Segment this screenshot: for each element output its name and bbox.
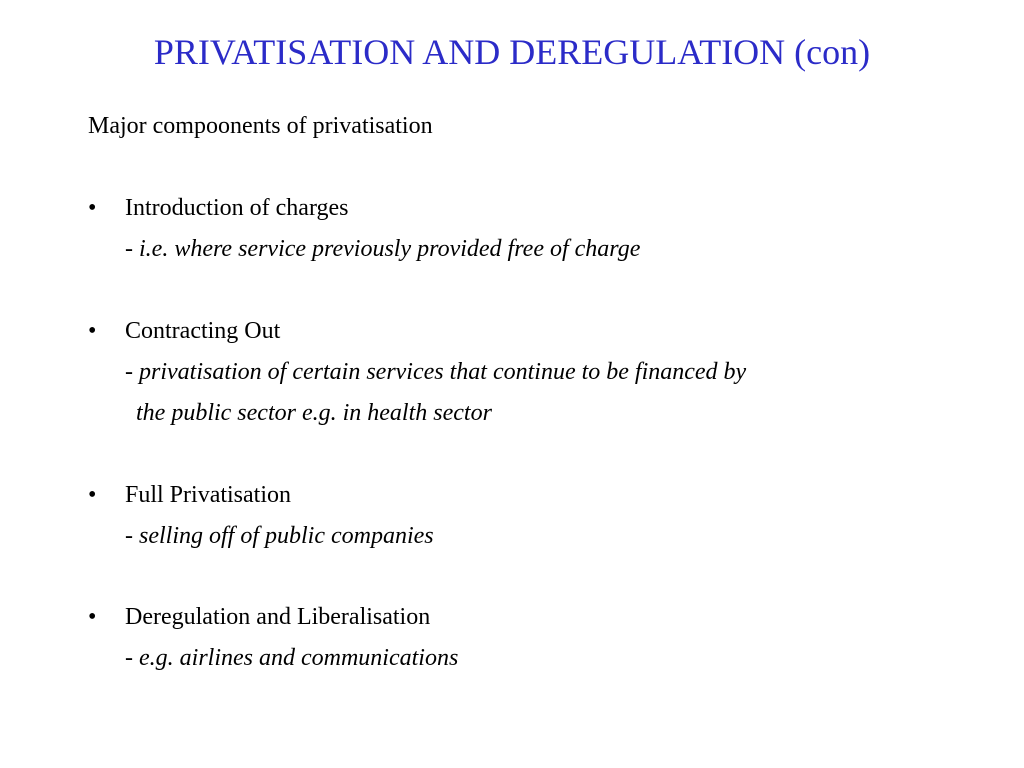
list-item — [88, 188, 988, 270]
item-heading: Contracting Out — [125, 318, 281, 344]
item-description — [125, 516, 988, 557]
dash: - — [125, 236, 139, 262]
item-description-text: privatisation of certain services that continue to be financed by — [139, 359, 747, 385]
item-heading: Deregulation and Liberalisation — [125, 604, 431, 630]
bullet-icon: • — [88, 195, 97, 221]
slide-title: PRIVATISATION AND DEREGULATION (con) — [153, 32, 871, 72]
bullet-icon: • — [88, 318, 97, 344]
dash: - — [125, 359, 139, 385]
list-item — [88, 475, 988, 557]
item-description-text: selling off of public companies — [139, 523, 434, 549]
list-item — [88, 597, 988, 679]
bullet-icon: • — [88, 604, 97, 630]
intro-text: Major compoonents of privatisation — [88, 113, 433, 139]
item-description-text: e.g. airlines and communications — [139, 645, 459, 671]
bullet-icon: • — [88, 482, 97, 508]
item-description — [125, 352, 988, 393]
dash: - — [125, 645, 139, 671]
item-heading: Introduction of charges — [125, 195, 349, 221]
item-description — [125, 638, 988, 679]
list-item — [88, 311, 988, 434]
item-description — [125, 229, 988, 270]
item-heading: Full Privatisation — [125, 482, 292, 508]
item-description-continuation: the public sector e.g. in health sector — [136, 400, 492, 426]
item-description-text: i.e. where service previously provided free of charge — [139, 236, 641, 262]
dash: - — [125, 523, 139, 549]
